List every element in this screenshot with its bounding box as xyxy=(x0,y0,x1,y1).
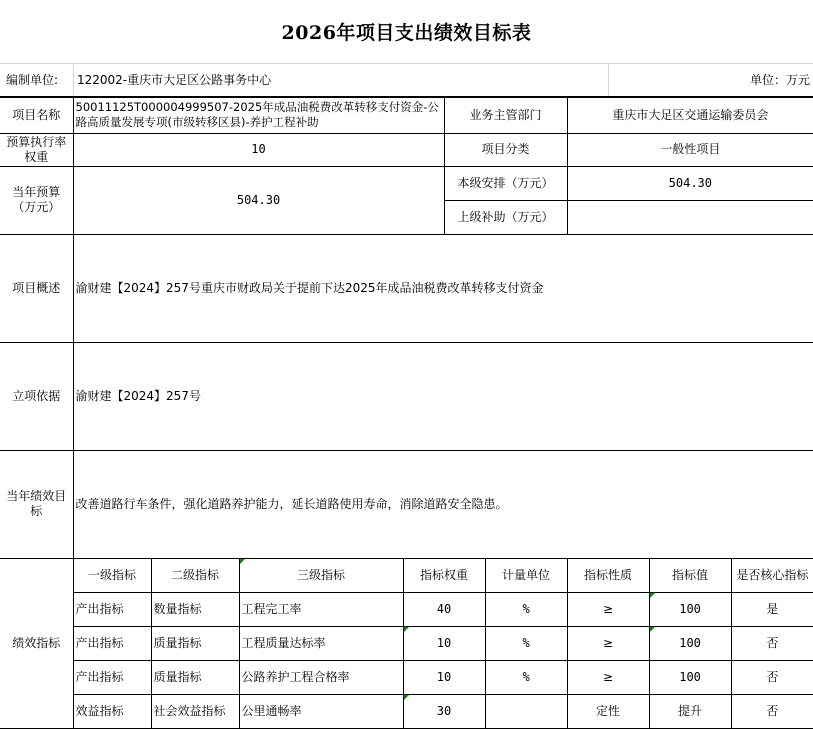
value-cell: 100 xyxy=(649,660,731,694)
unit-cell: % xyxy=(485,660,567,694)
unit-label: 单位：万元 xyxy=(749,73,810,87)
level3-cell: 公路养护工程合格率 xyxy=(239,660,403,694)
indicators-label: 绩效指标 xyxy=(0,558,73,728)
org-label: 编制单位: xyxy=(6,73,59,87)
superior-value xyxy=(567,200,813,234)
level1-cell: 产出指标 xyxy=(73,660,151,694)
col-header-core: 是否核心指标 xyxy=(731,558,813,592)
goal-label: 当年绩效目标 xyxy=(0,450,73,558)
local-label: 本级安排（万元） xyxy=(444,166,567,200)
overview-value: 渝财建【2024】257号重庆市财政局关于提前下达2025年成品油税费改革转移支付资金 xyxy=(73,234,813,342)
goal-value: 改善道路行车条件，强化道路养护能力，延长道路使用寿命，消除道路安全隐患。 xyxy=(73,450,813,558)
category-label: 项目分类 xyxy=(444,133,567,166)
project-name-label: 项目名称 xyxy=(0,97,73,133)
core-cell: 否 xyxy=(731,660,813,694)
col-header-nature: 指标性质 xyxy=(567,558,649,592)
level2-cell: 质量指标 xyxy=(151,660,239,694)
nature-cell: 定性 xyxy=(567,694,649,728)
org-value: 122002-重庆市大足区公路事务中心 xyxy=(77,73,272,87)
value-cell: 100 xyxy=(649,592,731,626)
basis-row xyxy=(0,342,813,450)
exec-weight-row xyxy=(0,133,813,166)
indicator-header-row xyxy=(0,558,813,592)
budget-label: 当年预算（万元） xyxy=(0,166,73,234)
col-header-unit: 计量单位 xyxy=(485,558,567,592)
nature-cell: ≥ xyxy=(567,592,649,626)
level3-cell: 公里通畅率 xyxy=(239,694,403,728)
divider xyxy=(73,64,74,96)
unit-cell: % xyxy=(485,592,567,626)
table-row xyxy=(0,626,813,660)
goal-row xyxy=(0,450,813,558)
exec-weight-value: 10 xyxy=(73,133,444,166)
table-row xyxy=(0,592,813,626)
budget-row xyxy=(0,166,813,200)
col-header-weight: 指标权重 xyxy=(403,558,485,592)
value-cell: 提升 xyxy=(649,694,731,728)
dept-label: 业务主管部门 xyxy=(444,97,567,133)
nature-cell: ≥ xyxy=(567,660,649,694)
basis-label: 立项依据 xyxy=(0,342,73,450)
core-cell: 否 xyxy=(731,626,813,660)
weight-cell: 30 xyxy=(403,694,485,728)
table-row xyxy=(0,660,813,694)
col-header-level3: 三级指标 xyxy=(239,558,403,592)
level3-cell: 工程完工率 xyxy=(239,592,403,626)
col-header-level1: 一级指标 xyxy=(73,558,151,592)
divider xyxy=(608,64,609,96)
budget-value: 504.30 xyxy=(73,166,444,234)
overview-label: 项目概述 xyxy=(0,234,73,342)
project-name-row xyxy=(0,97,813,133)
level3-cell: 工程质量达标率 xyxy=(239,626,403,660)
project-name-value: 50011125T000004999507-2025年成品油税费改革转移支付资金-公路高质量发展专项(市级转移区县)-养护工程补助 xyxy=(73,97,444,133)
col-header-value: 指标值 xyxy=(649,558,731,592)
value-cell: 100 xyxy=(649,626,731,660)
level2-cell: 社会效益指标 xyxy=(151,694,239,728)
performance-table xyxy=(0,96,813,729)
local-value: 504.30 xyxy=(567,166,813,200)
level1-cell: 产出指标 xyxy=(73,626,151,660)
weight-cell: 10 xyxy=(403,626,485,660)
level2-cell: 质量指标 xyxy=(151,626,239,660)
header-row xyxy=(0,64,813,96)
level2-cell: 数量指标 xyxy=(151,592,239,626)
unit-cell xyxy=(485,694,567,728)
core-cell: 是 xyxy=(731,592,813,626)
overview-row xyxy=(0,234,813,342)
table-row xyxy=(0,694,813,728)
core-cell: 否 xyxy=(731,694,813,728)
level1-cell: 效益指标 xyxy=(73,694,151,728)
basis-value: 渝财建【2024】257号 xyxy=(73,342,813,450)
level1-cell: 产出指标 xyxy=(73,592,151,626)
col-header-level2: 二级指标 xyxy=(151,558,239,592)
nature-cell: ≥ xyxy=(567,626,649,660)
unit-cell: % xyxy=(485,626,567,660)
page-title: 2026年项目支出绩效目标表 xyxy=(281,22,532,44)
superior-label: 上级补助（万元） xyxy=(444,200,567,234)
category-value: 一般性项目 xyxy=(567,133,813,166)
weight-cell: 10 xyxy=(403,660,485,694)
dept-value: 重庆市大足区交通运输委员会 xyxy=(567,97,813,133)
weight-cell: 40 xyxy=(403,592,485,626)
exec-weight-label: 预算执行率权重 xyxy=(0,133,73,166)
